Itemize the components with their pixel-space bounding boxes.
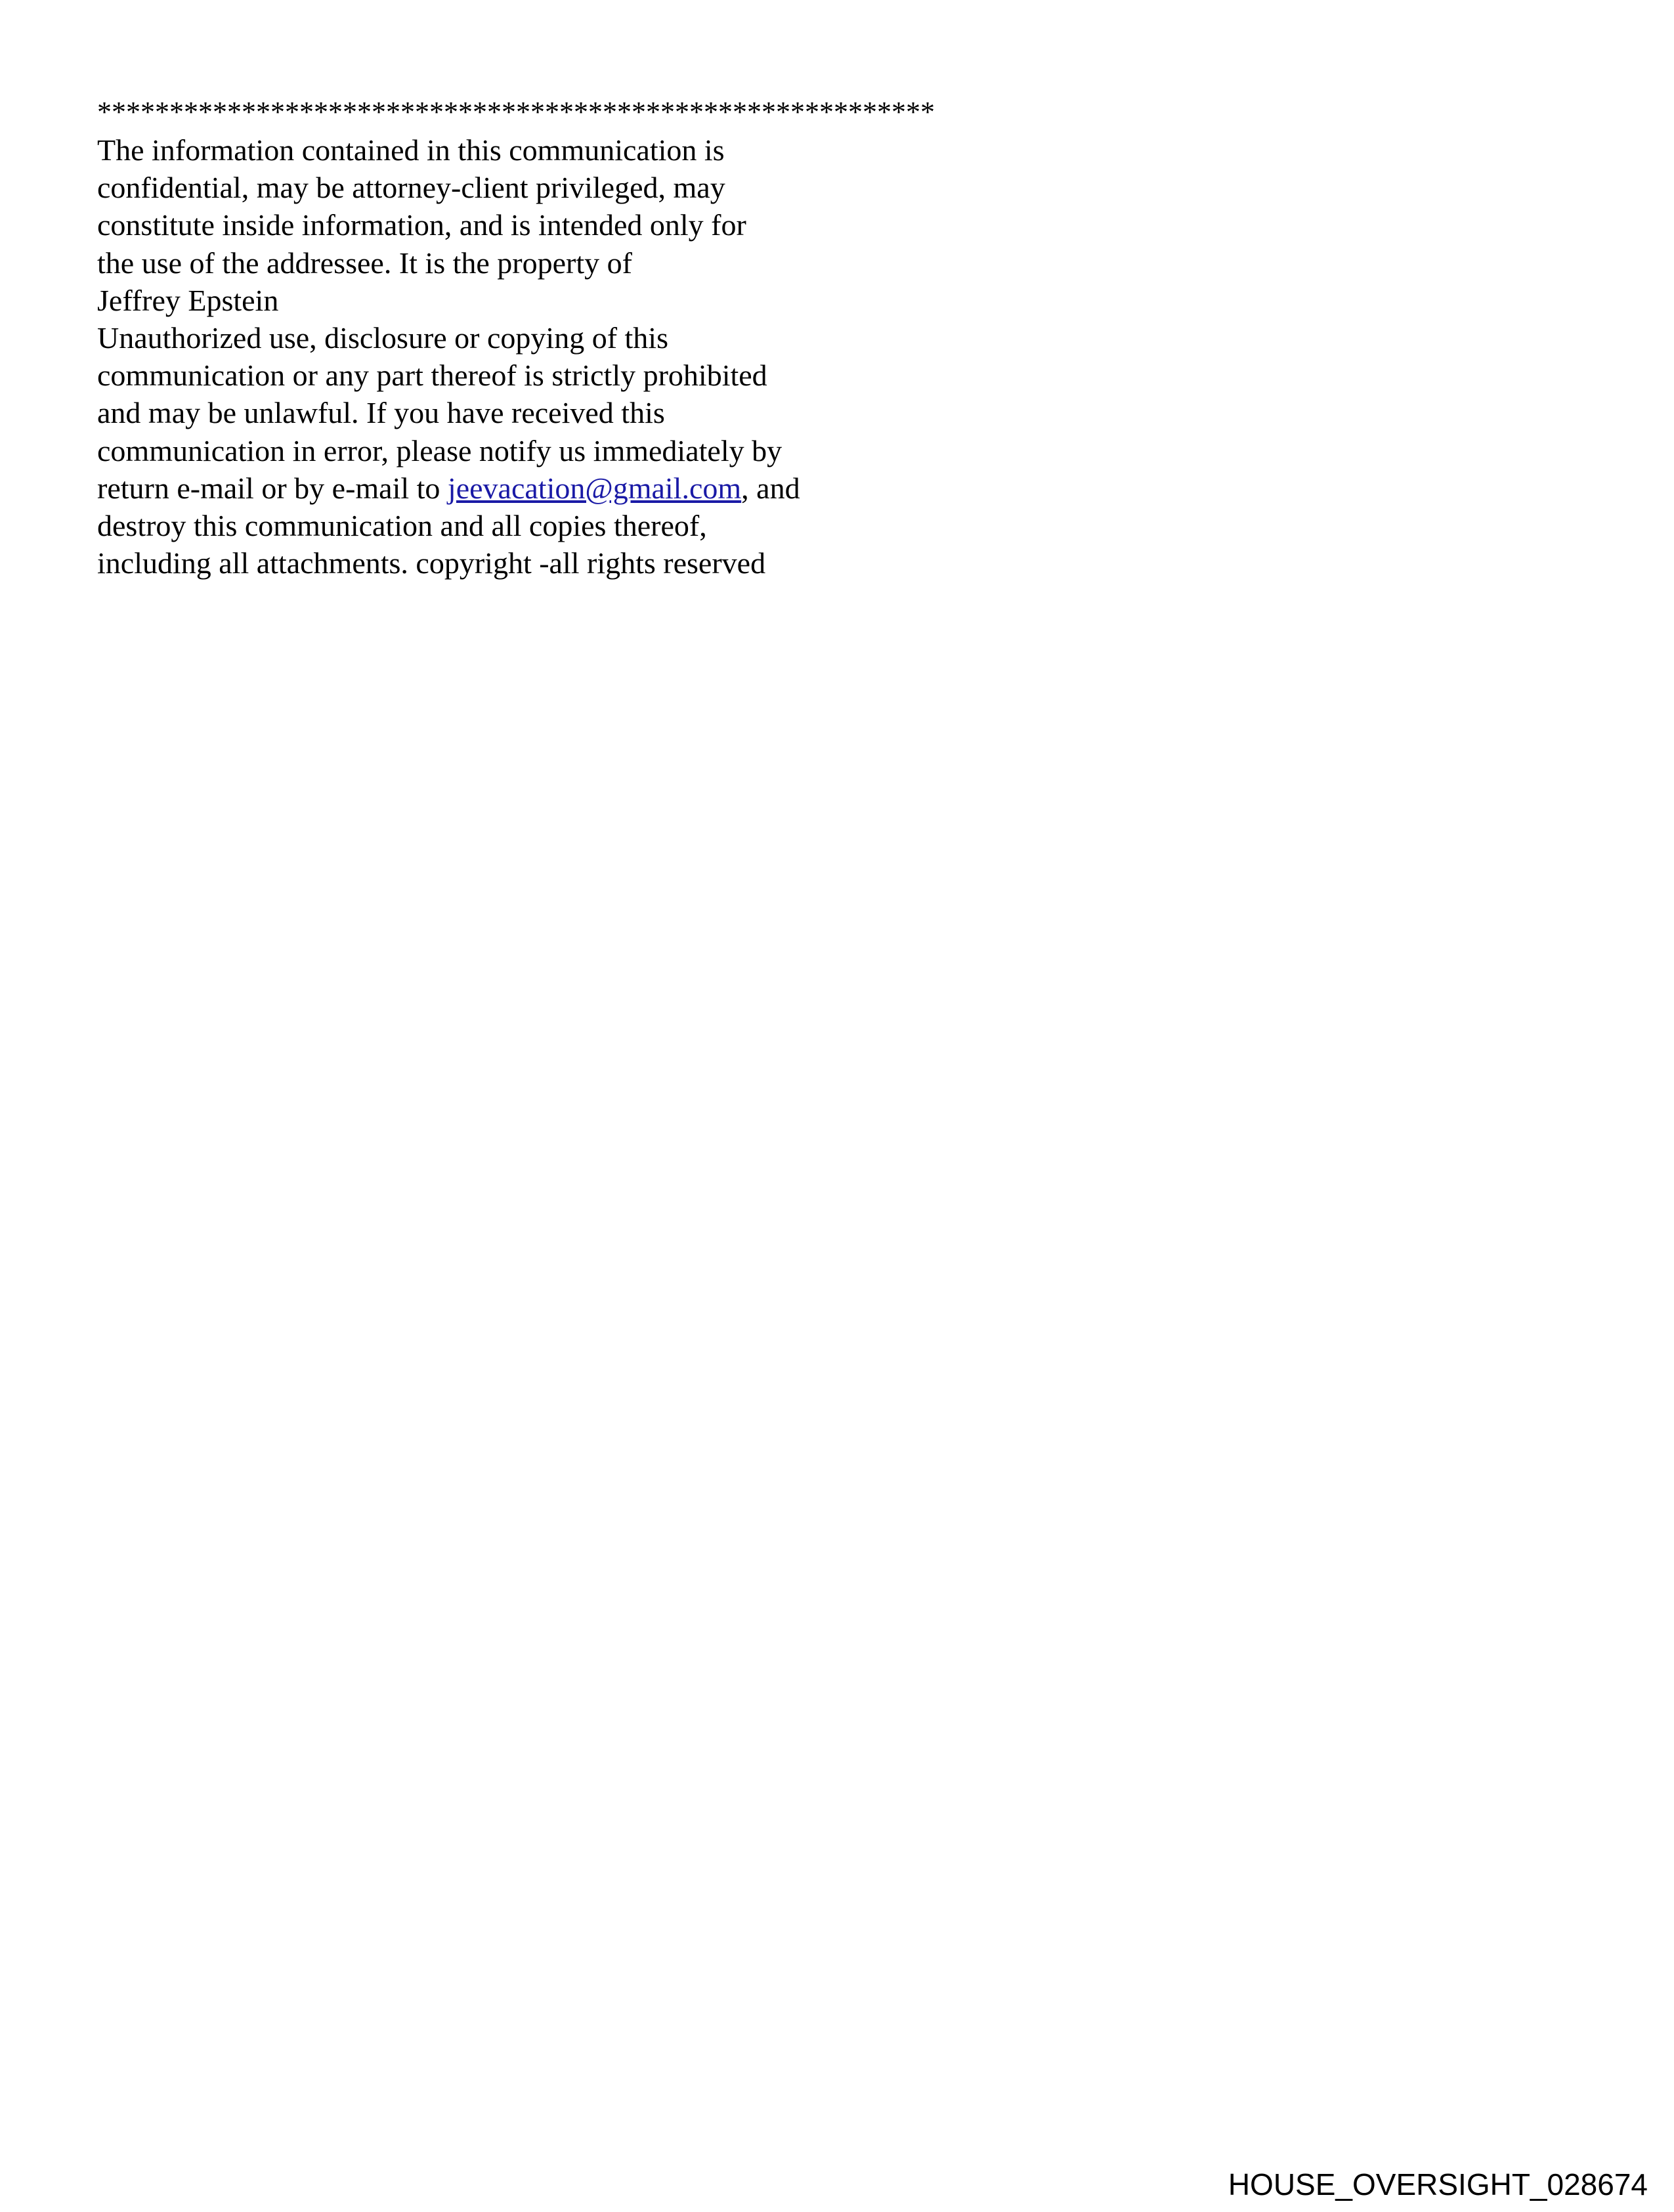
confidentiality-notice (97, 131, 1016, 582)
separator-line: ********************************************************** (97, 96, 935, 128)
notice-line: communication or any part thereof is strictly prohibited (97, 358, 767, 393)
notice-line: constitute inside information, and is intended only for (97, 208, 746, 242)
notice-line: confidential, may be attorney-client privileged, may (97, 171, 725, 205)
notice-line: The information contained in this communication is (97, 133, 725, 167)
notice-line: including all attachments. copyright -all rights reserved (97, 546, 766, 580)
bates-number: HOUSE_OVERSIGHT_028674 (1228, 2167, 1648, 2201)
email-line-prefix: return e-mail or by e-mail to (97, 471, 448, 505)
notice-line: Unauthorized use, disclosure or copying of this (97, 321, 668, 355)
email-line-suffix: , and (741, 471, 800, 505)
notice-line: the use of the addressee. It is the property of (97, 246, 632, 280)
notice-email-line (97, 469, 1016, 507)
notice-line: Jeffrey Epstein (97, 283, 279, 317)
notice-line: destroy this communication and all copies thereof, (97, 509, 707, 543)
notice-line: and may be unlawful. If you have received this (97, 396, 665, 430)
notice-line: communication in error, please notify us immediately by (97, 433, 783, 467)
email-link[interactable]: jeevacation@gmail.com (447, 471, 742, 505)
